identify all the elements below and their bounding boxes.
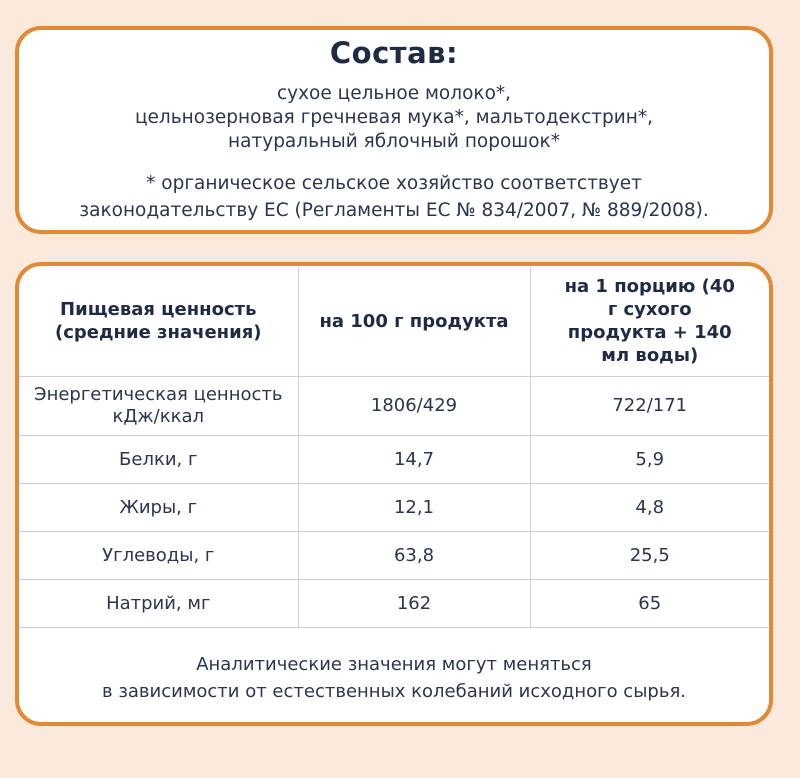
header-per-100g: на 100 г продукта: [298, 266, 530, 377]
ingredient-line: натуральный яблочный порошок*: [228, 131, 560, 152]
table-row: [19, 484, 769, 532]
organic-footnote: [19, 170, 769, 224]
value-per-100g: 14,7: [298, 436, 530, 484]
analytical-disclaimer: [19, 651, 769, 705]
value-per-100g: 162: [298, 580, 530, 628]
ingredients-list: [19, 82, 769, 154]
table-row: [19, 580, 769, 628]
table-row: [19, 377, 769, 436]
disclaimer-line: Аналитические значения могут меняться: [196, 654, 592, 675]
header-nutritional-value: Пищевая ценность (средние значения): [19, 266, 298, 377]
nutrition-table: [19, 266, 769, 628]
nutrient-name: Жиры, г: [19, 484, 298, 532]
footnote-line: * органическое сельское хозяйство соответствует: [146, 173, 642, 194]
ingredient-line: цельнозерновая гречневая мука*, мальтодекстрин*,: [134, 107, 654, 128]
value-per-serving: 722/171: [530, 377, 769, 436]
value-per-100g: 1806/429: [298, 377, 530, 436]
nutrition-card: [15, 262, 773, 726]
nutrient-name: Энергетическая ценность кДж/ккал: [19, 377, 298, 436]
value-per-serving: 65: [530, 580, 769, 628]
table-row: [19, 532, 769, 580]
value-per-100g: 12,1: [298, 484, 530, 532]
nutrient-name: Углеводы, г: [19, 532, 298, 580]
footnote-line: законодательству ЕС (Регламенты ЕС № 834/2007, № 889/2008).: [79, 200, 709, 221]
table-row: [19, 436, 769, 484]
table-header-row: [19, 266, 769, 377]
composition-card: [15, 26, 773, 234]
composition-title: Состав:: [329, 36, 459, 70]
value-per-100g: 63,8: [298, 532, 530, 580]
value-per-serving: 25,5: [530, 532, 769, 580]
nutrient-name: Белки, г: [19, 436, 298, 484]
nutrient-name: Натрий, мг: [19, 580, 298, 628]
value-per-serving: 5,9: [530, 436, 769, 484]
value-per-serving: 4,8: [530, 484, 769, 532]
ingredient-line: сухое цельное молоко*,: [276, 83, 512, 104]
header-per-serving: на 1 порцию (40 г сухого продукта + 140 мл воды): [530, 266, 769, 377]
disclaimer-line: в зависимости от естественных колебаний исходного сырья.: [101, 681, 686, 702]
